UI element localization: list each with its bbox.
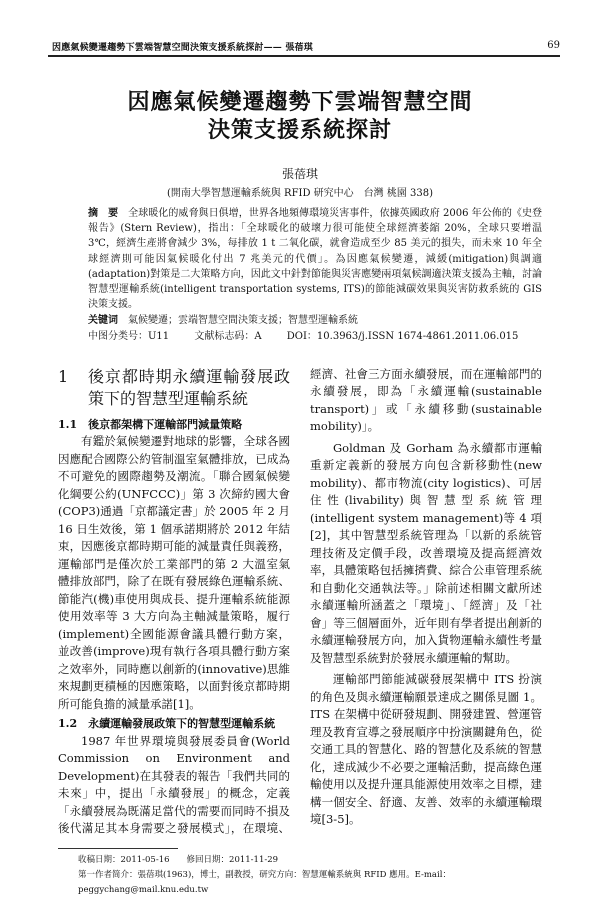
header-rule bbox=[48, 55, 560, 57]
affiliation: (開南大學智慧運輸系統與 RFID 研究中心 台灣 桃園 338) bbox=[166, 188, 434, 199]
section-title: 後京都時期永續運輸發展政策下的智慧型運輸系統 bbox=[88, 366, 290, 408]
classification bbox=[88, 329, 542, 344]
revised-date: 修回日期：2011-11-29 bbox=[186, 854, 279, 865]
running-header: 因應氣候變遷趨勢下雲端智慧空間決策支援系統探討—— 張蓓琪 bbox=[52, 43, 313, 53]
subsection-number: 1.2 bbox=[58, 717, 78, 731]
author-bio: 第一作者简介：張蓓琪(1963)，博士，副教授，研究方向：智慧運輸系統與 RFID 應用。E-mail：peggychang@mail.knu.edu.tw bbox=[78, 869, 451, 895]
document-code: 文献标志码：A bbox=[194, 330, 262, 342]
subsection-number: 1.1 bbox=[58, 417, 78, 431]
author: 張蓓琪 bbox=[281, 167, 318, 181]
paragraph-2: 1987 年世界環境與發展委員會(World Commission on Environment and Development)在其發表的報告「我們共同的未來」中，提出「永續發展」的概念，定義「永續發展為既滿足當代的需要而同時不損及後代滿足其本身需要之發展模式」，在環境、經濟、社會三方面永續發展，而在運輸部門的永續發展，即為「永續運輸(sustainable transport)」或「永續移動(sustainable mobility)」。 bbox=[58, 366, 542, 836]
subsection-title: 後京都架構下運輸部門減量策略 bbox=[88, 417, 243, 431]
keywords bbox=[88, 313, 542, 328]
title-line-1: 因應氣候變遷趨勢下雲端智慧空間 bbox=[127, 89, 473, 115]
footnote bbox=[78, 853, 542, 906]
doi: DOI：10.3963/j.ISSN 1674-4861.2011.06.015 bbox=[286, 330, 519, 342]
clc-number: 中图分类号：U11 bbox=[88, 330, 170, 342]
abstract-text: 全球暖化的威脅與日俱增，世界各地頻傳環境災害事件，依據英國政府 2006 年公佈的《史登報告》(Stern Review)，指出：「全球暖化的破壞力很可能使全球經濟萎縮 20%，全球只要增温 3℃，經濟生產將會減少 3%，每排放 1 t 二氧化碳，就會造成至少 85 美元的損失，而未來 10 年全球經濟則可能因氣候暖化付出 7 兆美元的代價」。為因應氣候變遷，減緩(mitigation)與調適(adaptation)對策是二大策略方向，因此文中針對節能與災害應變兩項氣候調適決策支援為主軸，討論智慧型運輸系統(intelligent transportation systems, ITS)的節能減碳效果與災害防救系統的 GIS 決策支援。 bbox=[88, 208, 542, 311]
abstract-label: 摘 要 bbox=[88, 208, 119, 219]
received-date: 收稿日期：2011-05-16 bbox=[78, 854, 170, 865]
paper-title bbox=[0, 88, 600, 144]
paragraph-4: 運輸部門節能減碳發展架構中 ITS 扮演的角色及與永續運輸願景達成之關係見圖 1。ITS 在架構中從研發規劃、開發建置、營運管理及教育宣導之發展順序中扮演關鍵角色，從交通工具的智慧化、路的智慧化及系統的智慧化，達成減少不必要之運輸活動，提高綠色運輸使用以及提升運具能源使用效率之目標，建構一個安全、舒適、友善、效率的永續運輸環境[3-5]。 bbox=[310, 672, 542, 827]
subsection-title: 永續運輸發展政策下的智慧型運輸系統 bbox=[88, 717, 276, 731]
paragraph-3: Goldman 及 Gorham 為永續都市運輸重新定義新的發展方向包含新移動性(new mobility)、都市物流(city logistics)、可居住性(livability)與智慧型系統管理(intelligent system management)等 4 項[2]，其中智慧型系統管理為「以新的系統管理技術及定價手段，改善環境及提高經濟效率，具體策略包括擁擠費、綜合公車管理系統和自動化交通執法等。」除前述相關文獻所述永續運輸所涵蓋之「環境」、「經濟」及「社會」等三個層面外，近年則有學者提出創新的永續運輸發展方向，加入貨物運輸永續性考量及智慧型系統對於發展永續運輸的幫助。 bbox=[310, 440, 542, 665]
section-number: 1 bbox=[58, 366, 69, 386]
body-flow bbox=[58, 206, 542, 906]
keywords-text: 氣候變遷；雲端智慧空間決策支援；智慧型運輸系統 bbox=[128, 315, 358, 327]
subsection-1-2-heading bbox=[58, 715, 290, 733]
keywords-label: 关键词 bbox=[88, 315, 118, 327]
subsection-1-1-heading bbox=[58, 416, 290, 434]
title-line-2: 決策支援系統探討 bbox=[207, 117, 392, 143]
section-1-heading bbox=[58, 366, 290, 410]
abstract bbox=[88, 206, 542, 312]
footnote-rule bbox=[58, 848, 178, 849]
page-number: 69 bbox=[547, 40, 560, 51]
two-column-body bbox=[58, 366, 542, 838]
paragraph-1: 有鑑於氣候變遷對地球的影響，全球各國因應配合國際公約管制溫室氣體排放，已成為不可避免的國際趨勢及潮流。「聯合國氣候變化綱要公約(UNFCCC)」第 3 次締約國大會(COP3)通過「京都議定書」於 2005 年 2 月 16 日生效後，第 1 個承諾期將於 2012 年結束，因應後京都時期可能的減量責任與義務，運輸部門是僅次於工業部門的第 2 大溫室氣體排放部門，除了在既有發展綠色運輸系統、節能汽(機)車使用與成長、提升運輸系統能源使用效率等 3 大方向為主軸減量策略，履行(implement)全國能源會議具體行動方案，並改善(improve)現有執行各項具體行動方案之效率外，同時應以創新的(innovative)思維來規劃更積極的因應策略，以面對後京都時期所可能負擔的減量承諾[1]。 bbox=[58, 434, 290, 711]
